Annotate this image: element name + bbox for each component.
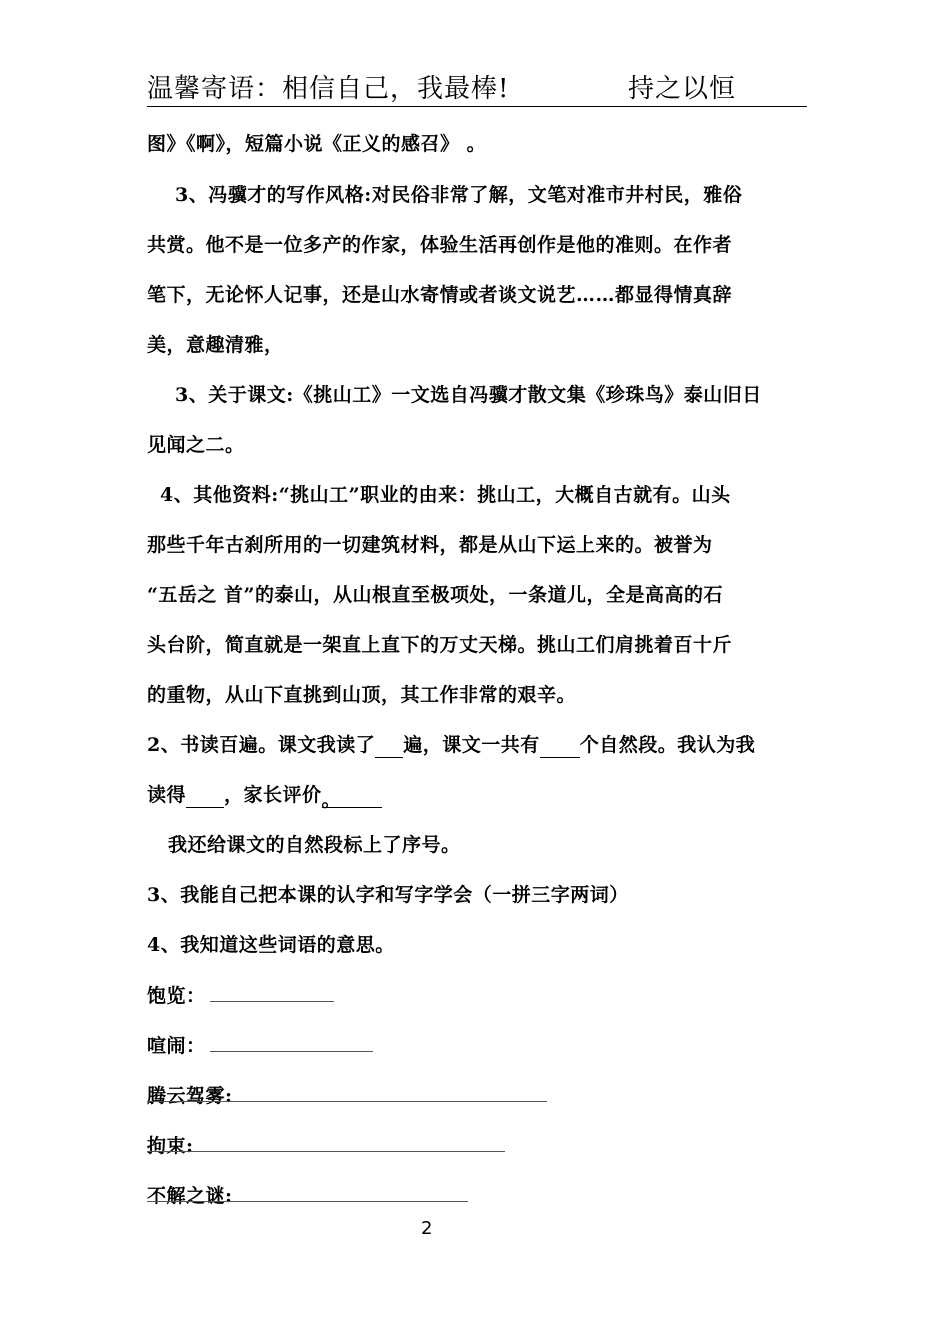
text-line: “五岳之 首”的泰山，从山根直至极项处，一条道儿，全是高高的石 bbox=[147, 584, 723, 606]
text-line: 3、关于课文:《挑山工》一文选自冯骥才散文集《珍珠鸟》泰山旧日 bbox=[175, 384, 762, 406]
task-text: 2、书读百遍。课文我读了 bbox=[147, 734, 376, 756]
reading-task-line2 bbox=[147, 782, 382, 811]
task-text: 个自然段。我认为我 bbox=[579, 734, 756, 756]
self-rating-blank[interactable] bbox=[186, 787, 224, 808]
vocab-answer-line[interactable] bbox=[147, 1100, 547, 1102]
text-line: 那些千年古刹所用的一切建筑材料，都是从山下运上来的。被誉为 bbox=[147, 534, 713, 556]
vocab-answer-line[interactable] bbox=[147, 1200, 468, 1202]
text-line: 3、我能自己把本课的认字和写字学会（一拼三字两词） bbox=[147, 884, 629, 906]
read-count-blank[interactable] bbox=[375, 737, 403, 758]
text-line: 我还给课文的自然段标上了序号。 bbox=[168, 834, 461, 856]
text-line: 4、其他资料:“挑山工”职业的由来：挑山工，大概自古就有。山头 bbox=[160, 484, 731, 506]
text-line: 头台阶，简直就是一架直上直下的万丈天梯。挑山工们肩挑着百十斤 bbox=[147, 634, 733, 656]
text-line: 的重物，从山下直挑到山顶，其工作非常的艰辛。 bbox=[147, 684, 577, 706]
vocab-label: 喧闹： bbox=[147, 1035, 206, 1057]
task-text: ，家长评价 bbox=[224, 784, 322, 806]
vocab-answer-line[interactable] bbox=[147, 1150, 505, 1152]
vocab-answer-line[interactable] bbox=[210, 1000, 334, 1002]
vocab-label: 不解之谜: bbox=[147, 1185, 233, 1207]
task-text: 遍，课文一共有 bbox=[403, 734, 540, 756]
header-motto: 温馨寄语：相信自己，我最棒! bbox=[147, 74, 510, 104]
paragraph-count-blank[interactable] bbox=[540, 737, 580, 758]
page-number: 2 bbox=[421, 1218, 433, 1239]
page-header bbox=[147, 68, 807, 107]
vocab-label: 饱览： bbox=[147, 985, 206, 1007]
text-line: 3、冯骥才的写作风格:对民俗非常了解，文笔对准市井村民，雅俗 bbox=[175, 184, 743, 206]
text-line: 共赏。他不是一位多产的作家，体验生活再创作是他的准则。在作者 bbox=[147, 234, 733, 256]
header-slogan: 持之以恒 bbox=[628, 74, 737, 104]
text-line: 图》《啊》，短篇小说《正义的感召》 。 bbox=[147, 133, 487, 155]
text-line: 4、我知道这些词语的意思。 bbox=[147, 934, 395, 956]
vocab-label: 腾云驾雾: bbox=[147, 1085, 233, 1107]
text-line: 见闻之二。 bbox=[147, 434, 245, 456]
task-text: 读得 bbox=[147, 784, 187, 806]
task-text: 。 bbox=[321, 789, 342, 811]
reading-task-line1 bbox=[147, 732, 755, 758]
vocab-label: 拘束: bbox=[147, 1135, 194, 1157]
text-line: 笔下，无论怀人记事，还是山水寄情或者谈文说艺……都显得情真辞 bbox=[147, 284, 733, 306]
vocab-answer-line[interactable] bbox=[210, 1050, 373, 1052]
parent-rating-blank[interactable] bbox=[321, 787, 382, 811]
text-line: 美，意趣清雅， bbox=[147, 334, 284, 356]
